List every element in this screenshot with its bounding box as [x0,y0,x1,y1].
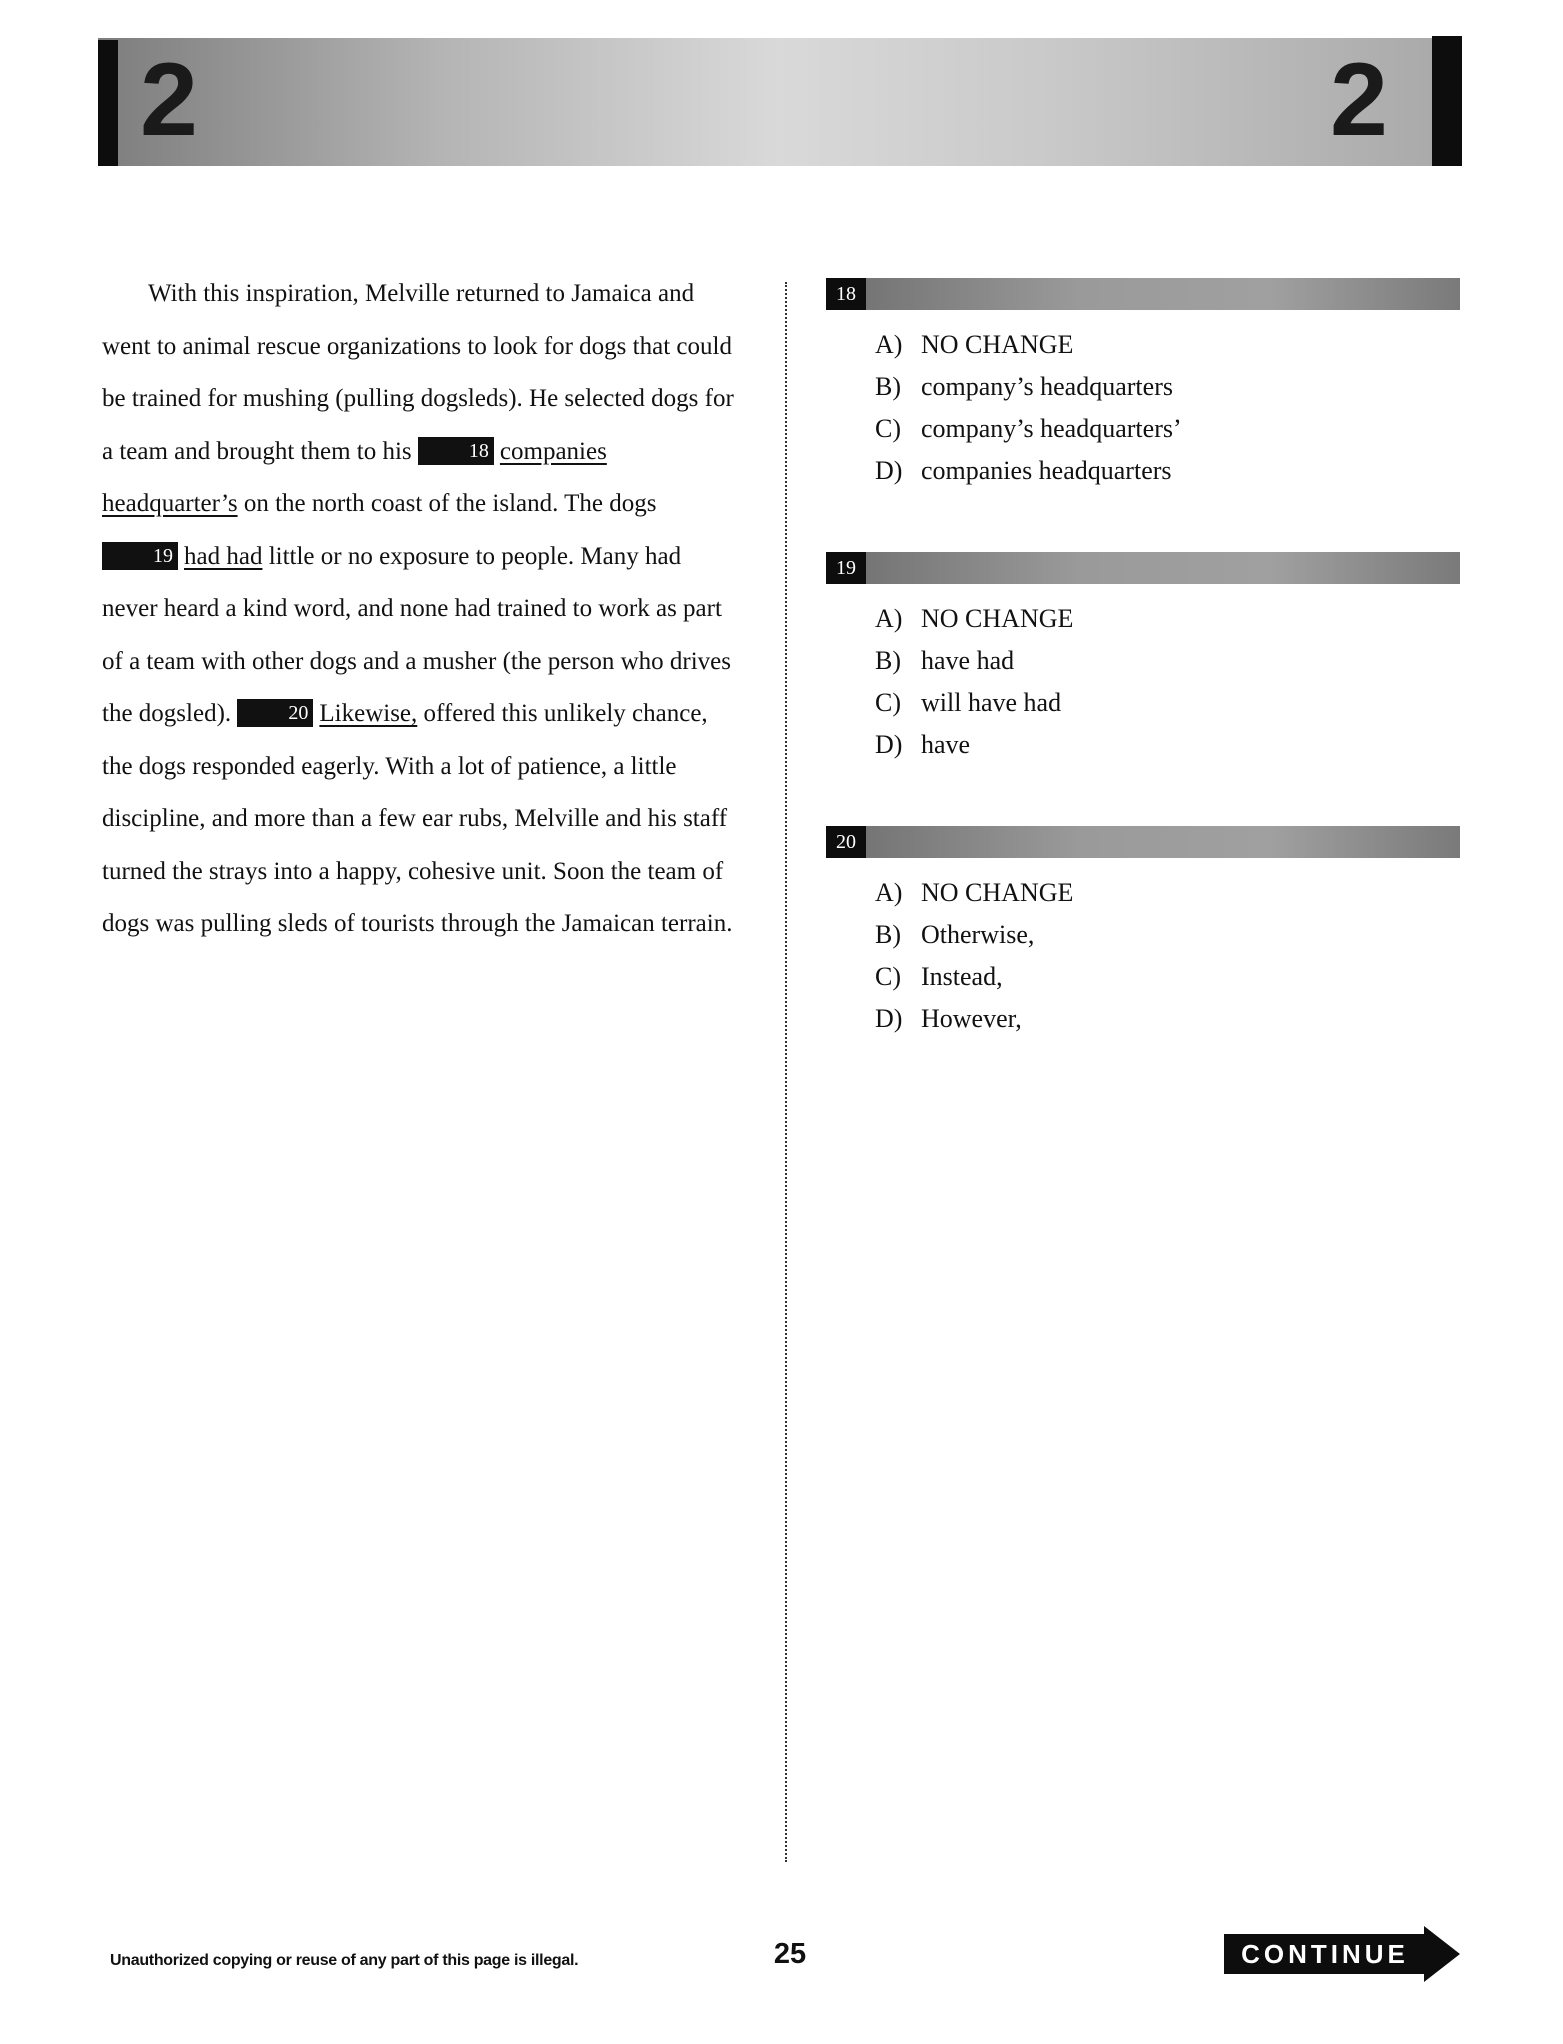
option-text: company’s headquarters’ [921,414,1182,443]
passage-text: on the north coast of the island. The dogs [237,490,657,517]
passage-text: little or no exposure to people. Many had never heard a kind word, and none had trained to work as part of a team with other dogs and a musher (the person who drives the dogsled). [102,542,732,727]
question-marker-18: 18 [418,437,494,465]
option-letter: A) [875,330,903,359]
option-text: NO CHANGE [921,878,1074,907]
header-bar-right [1432,36,1462,166]
option-text: companies headquarters [921,456,1172,485]
page-number: 25 [773,1938,807,1970]
answer-option-18a[interactable] [875,324,1435,366]
option-letter: B) [875,646,901,675]
passage-paragraph [102,268,742,951]
question-number-20: 20 [826,826,866,858]
answer-option-19b[interactable] [875,640,1435,682]
column-divider [785,282,787,1862]
option-text: have had [921,646,1015,675]
answer-option-19d[interactable] [875,724,1435,766]
underlined-phrase-20: Likewise, [319,700,418,727]
answer-option-20b[interactable] [875,914,1435,956]
option-letter: B) [875,372,901,401]
answer-option-19a[interactable] [875,598,1435,640]
question-number-18: 18 [826,278,866,310]
answer-option-19c[interactable] [875,682,1435,724]
option-letter: A) [875,878,903,907]
option-text: Instead, [921,962,1003,991]
question-number-19: 19 [826,552,866,584]
option-text: NO CHANGE [921,604,1074,633]
answer-options-20 [875,872,1435,1040]
copyright-notice: Unauthorized copying or reuse of any part of this page is illegal. [110,1952,579,1969]
option-letter: C) [875,962,901,991]
question-header-20 [826,826,1460,858]
answer-options-19 [875,598,1435,766]
option-text: However, [921,1004,1022,1033]
section-number-left: 2 [140,42,198,158]
arrow-right-icon [1424,1926,1460,1982]
answer-option-18c[interactable] [875,408,1435,450]
answer-option-18b[interactable] [875,366,1435,408]
passage-text: With this inspiration, Melville returned to Jamaica and went to animal rescue organizations to look for dogs that could be trained for mushing (pulling dogsleds). He selected dogs for a team and brought them to his [102,280,734,465]
answer-option-20d[interactable] [875,998,1435,1040]
question-header-19 [826,552,1460,584]
option-text: have [921,730,971,759]
section-number-right: 2 [1330,42,1388,158]
option-letter: D) [875,1004,903,1033]
option-text: NO CHANGE [921,330,1074,359]
question-marker-20: 20 [237,699,313,727]
section-header-band [98,38,1460,166]
option-letter: D) [875,730,903,759]
option-letter: C) [875,414,901,443]
option-text: company’s headquarters [921,372,1173,401]
answer-options-18 [875,324,1435,492]
option-text: Otherwise, [921,920,1035,949]
option-letter: D) [875,456,903,485]
underlined-phrase-18: companies headquarter’s [102,437,607,517]
answer-option-20a[interactable] [875,872,1435,914]
option-text: will have had [921,688,1062,717]
passage-text: offered this unlikely chance, the dogs responded eagerly. With a lot of patience, a little discipline, and more than a few ear rubs, Melville and his staff turned the strays into a happy, cohesive unit. Soon the team of dogs was pulling sleds of tourists through the Jamaican terrain. [102,700,733,937]
continue-button[interactable] [1224,1926,1460,1980]
underlined-phrase-19: had had [184,542,263,570]
answer-option-18d[interactable] [875,450,1435,492]
question-marker-19: 19 [102,542,178,570]
option-letter: C) [875,688,901,717]
header-bar-left [98,40,118,166]
option-letter: A) [875,604,903,633]
continue-label: CONTINUE [1224,1934,1426,1974]
question-header-18 [826,278,1460,310]
option-letter: B) [875,920,901,949]
answer-option-20c[interactable] [875,956,1435,998]
reading-passage [102,268,742,951]
